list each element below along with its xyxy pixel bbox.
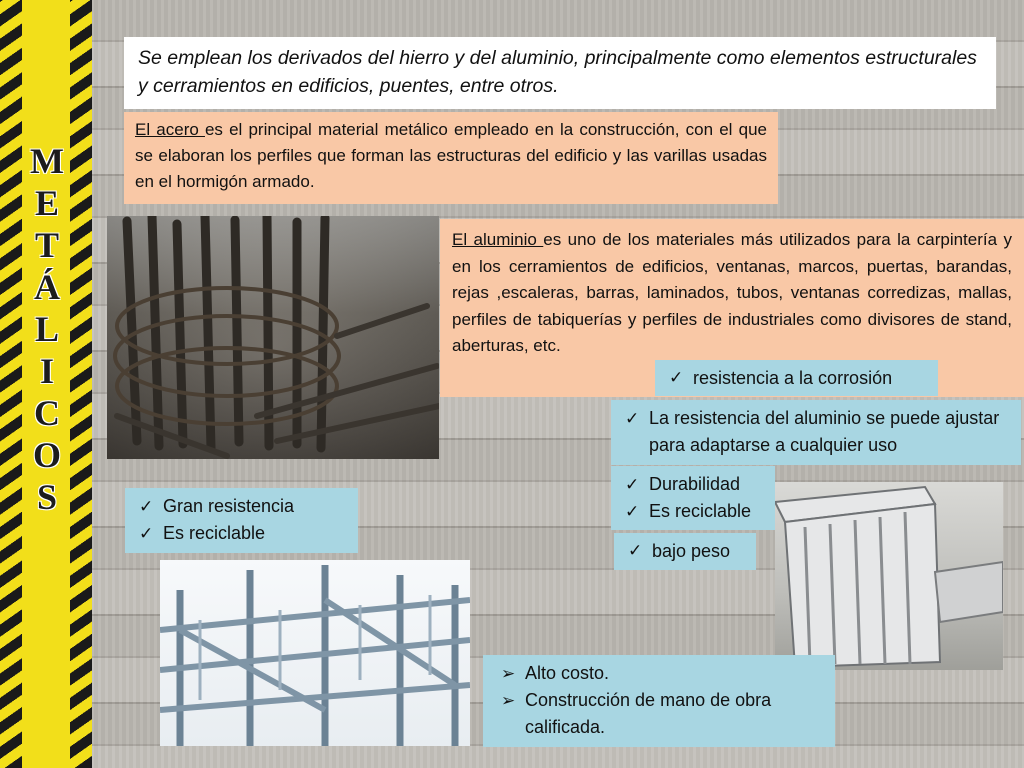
arrow-icon: ➢ <box>501 664 516 683</box>
check-icon: ✓ <box>139 524 154 543</box>
list-item-text: Es reciclable <box>163 523 266 543</box>
disadvantages-box <box>483 655 835 747</box>
list-item-text: Gran resistencia <box>163 496 295 516</box>
list-item <box>624 538 746 564</box>
intro-text: Se emplean los derivados del hierro y del aluminio, principalmente como elementos estructurales y cerramientos en edificios, puentes, entre otros. <box>124 37 996 109</box>
check-icon: ✓ <box>139 497 154 516</box>
profiles-illustration <box>775 482 1003 670</box>
check-icon: ✓ <box>669 368 684 387</box>
hazard-stripes-left <box>0 0 22 768</box>
title-letter: O <box>32 435 61 475</box>
list-item-text: bajo peso <box>652 541 731 561</box>
list-item <box>497 687 821 741</box>
title-letter: E <box>34 183 59 223</box>
acero-term: El acero <box>135 120 205 139</box>
rebar-cage-photo <box>107 216 439 459</box>
check-icon: ✓ <box>625 409 640 428</box>
check-icon: ✓ <box>628 541 643 560</box>
hazard-stripes-right <box>70 0 92 768</box>
list-item-text: Alto costo. <box>525 663 610 683</box>
title-letter: M <box>30 141 64 181</box>
aluminio-term: El aluminio <box>452 230 544 249</box>
list-item-text: Es reciclable <box>649 501 752 521</box>
steel-frame-photo <box>160 560 470 746</box>
steel-frame-illustration <box>160 560 470 746</box>
check-icon: ✓ <box>625 502 640 521</box>
list-item-text: Durabilidad <box>649 474 741 494</box>
title-letter: C <box>34 393 60 433</box>
title-letter: L <box>34 309 59 349</box>
title-letter: T <box>34 225 59 265</box>
title-letter: I <box>39 351 54 391</box>
aluminio-text: es uno de los materiales más utilizados para la carpintería y en los cerramientos de edificios, ventanas, marcos, puertas, barandas, rejas ,escaleras, barras, laminados, tubos, ventanas corredizas, mallas, perfiles de tabiquerías y perfiles de industriales como divisores de stand, aberturas, etc. <box>452 230 1012 355</box>
advantage-box-weight <box>614 533 756 570</box>
acero-description <box>124 112 778 204</box>
title-letter: S <box>36 477 58 517</box>
vertical-title <box>24 140 70 518</box>
list-item <box>621 498 765 525</box>
rebar-illustration <box>107 216 439 459</box>
list-item-text: Construcción de mano de obra calificada. <box>525 690 772 737</box>
caution-strip <box>0 0 92 768</box>
aluminum-profiles-photo <box>775 482 1003 670</box>
advantage-box-durability <box>611 466 775 530</box>
title-letter: Á <box>34 267 60 307</box>
advantage-box-corrosion <box>655 360 938 396</box>
list-item-text: La resistencia del aluminio se puede ajustar para adaptarse a cualquier uso <box>649 408 1000 455</box>
list-item <box>497 660 821 687</box>
acero-advantages-box <box>125 488 358 553</box>
list-item <box>665 365 928 391</box>
arrow-icon: ➢ <box>501 691 516 710</box>
list-item <box>135 520 348 547</box>
acero-text: es el principal material metálico empleado en la construcción, con el que se elaboran los perfiles que forman las estructuras del edificio y las varillas usadas en el hormigón armado. <box>135 120 767 191</box>
list-item <box>135 493 348 520</box>
list-item <box>621 405 1011 459</box>
advantage-box-adjustable <box>611 400 1021 465</box>
list-item-text: resistencia a la corrosión <box>693 368 893 388</box>
check-icon: ✓ <box>625 475 640 494</box>
list-item <box>621 471 765 498</box>
